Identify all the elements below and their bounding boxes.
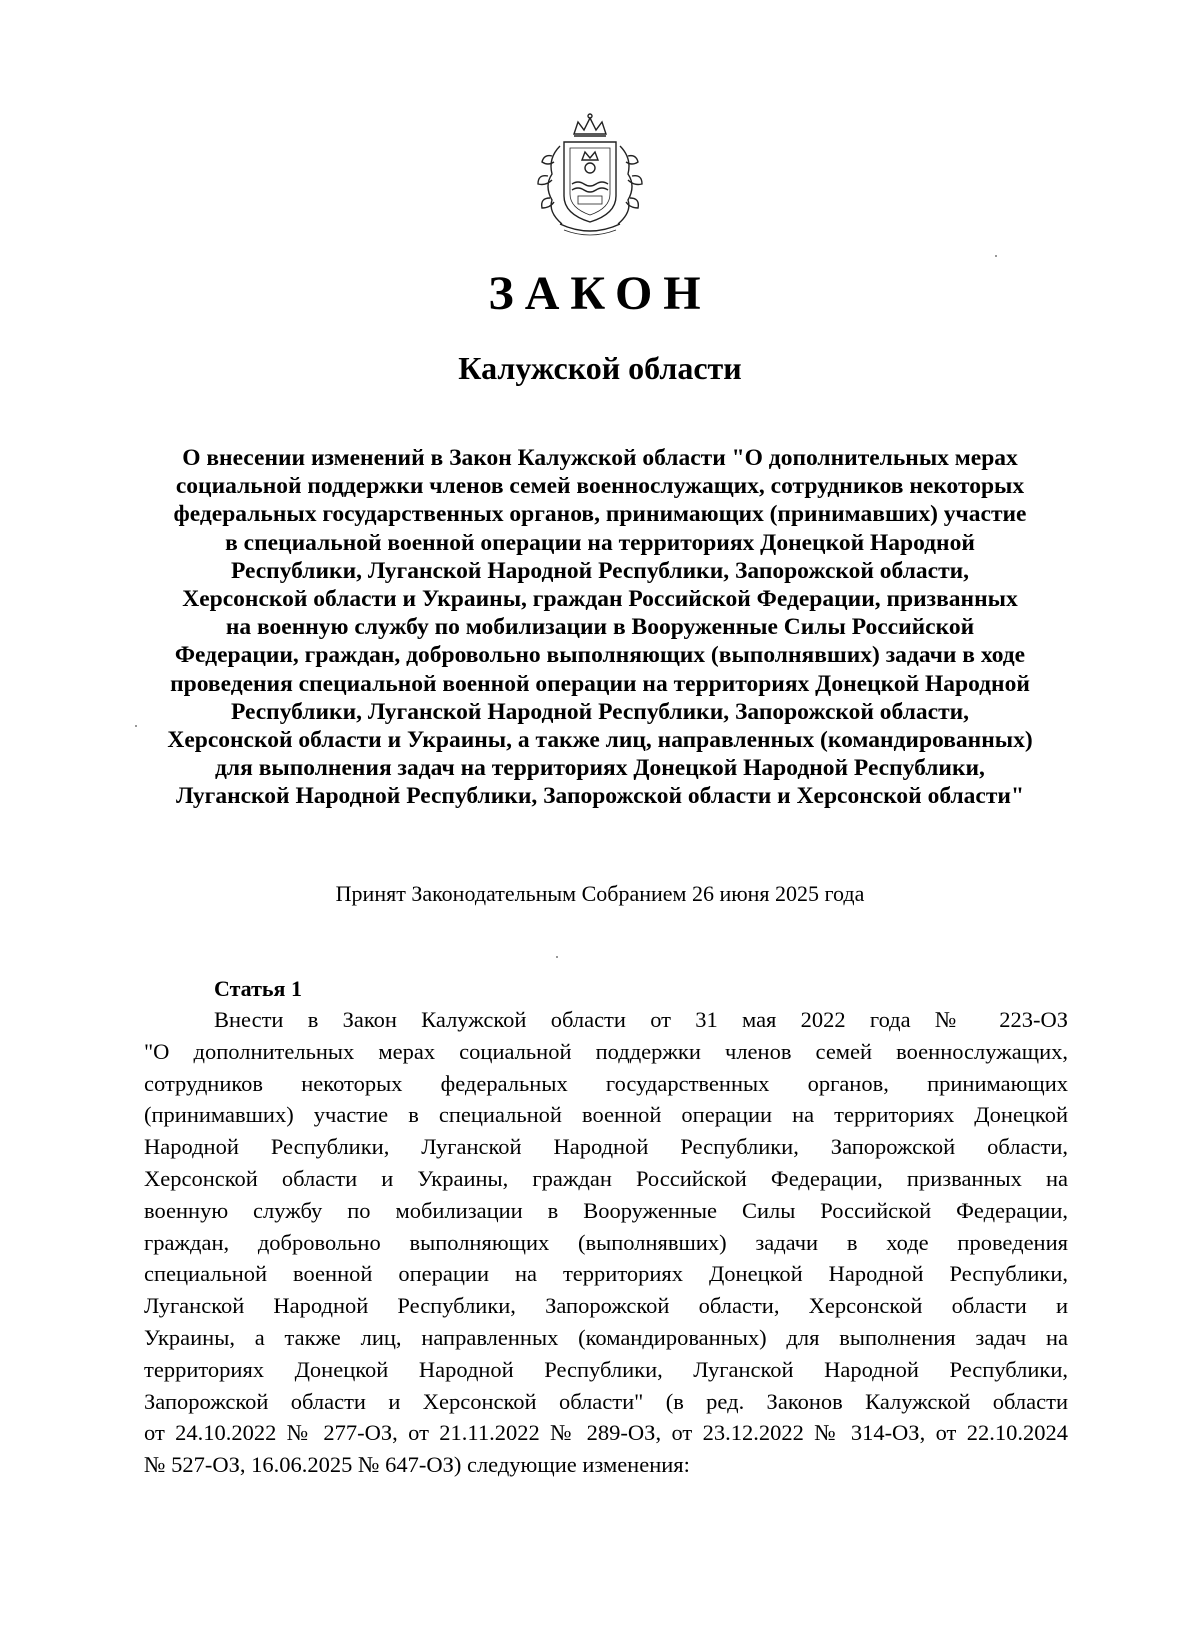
law-name-line: на военную службу по мобилизации в Вооруженные Силы Российской [225, 614, 975, 641]
article-body-line: от 24.10.2022 № 277-ОЗ, от 21.11.2022 № 289-ОЗ, от 23.12.2022 № 314-ОЗ, от 22.10.2024 [144, 1420, 1068, 1446]
article-body-line: № 527-ОЗ, 16.06.2025 № 647-ОЗ) следующие изменения: [144, 1452, 690, 1478]
article-body-line: территориях Донецкой Народной Республики, Луганской Народной Республики, [144, 1356, 1068, 1382]
coat-of-arms-emblem [530, 112, 650, 240]
scan-speck [556, 956, 558, 958]
law-name-line: федеральных государственных органов, принимающих (принимавших) участие [173, 501, 1027, 528]
article-body-line: военную службу по мобилизации в Вооруженные Силы Российской Федерации, [144, 1197, 1068, 1223]
law-name-line: социальной поддержки членов семей военнослужащих, сотрудников некоторых [175, 473, 1025, 500]
law-name-line: для выполнения задач на территориях Донецкой Народной Республики, [215, 755, 985, 782]
article-body-line: сотрудников некоторых федеральных государственных органов, принимающих [144, 1070, 1068, 1096]
adoption-date-line: Принят Законодательным Собранием 26 июня 2025 года [335, 881, 865, 906]
law-name-block [130, 444, 1070, 810]
article-body-line: Луганской Народной Республики, Запорожской области, Херсонской области и [144, 1293, 1068, 1319]
article-body [144, 1004, 1068, 1481]
document-subtitle: Калужской области [458, 350, 742, 386]
law-name-line: О внесении изменений в Закон Калужской области "О дополнительных мерах [182, 445, 1018, 471]
article-body-line: (принимавших) участие в специальной военной операции на территориях Донецкой [144, 1102, 1068, 1128]
law-name-line: Республики, Луганской Народной Республики, Запорожской области, [230, 557, 970, 584]
scan-speck [995, 255, 997, 257]
article-body-line: специальной военной операции на территориях Донецкой Народной Республики, [144, 1261, 1068, 1287]
article-body-line: Внести в Закон Калужской области от 31 мая 2022 года № 223-ОЗ [214, 1007, 1068, 1032]
article-body-line: Украины, а также лиц, направленных (командированных) для выполнения задач на [144, 1324, 1068, 1350]
scan-speck [135, 725, 137, 727]
law-name-line: проведения специальной военной операции на территориях Донецкой Народной [170, 670, 1030, 697]
article-body-line: граждан, добровольно выполняющих (выполнявших) задачи в ходе проведения [144, 1229, 1068, 1255]
article-body-line: "О дополнительных мерах социальной поддержки членов семей военнослужащих, [144, 1038, 1068, 1064]
article-body-line: Херсонской области и Украины, граждан Российской Федерации, призванных на [144, 1165, 1068, 1191]
law-name-line: Херсонской области и Украины, граждан Российской Федерации, призванных [182, 585, 1018, 612]
law-name-line: Федерации, граждан, добровольно выполняющих (выполнявших) задачи в ходе [174, 642, 1026, 669]
law-name-line: Луганской Народной Республики, Запорожской области и Херсонской области" [175, 783, 1024, 810]
law-name-line: Республики, Луганской Народной Республики, Запорожской области, [230, 698, 970, 725]
law-name-line: в специальной военной операции на территориях Донецкой Народной [225, 529, 975, 556]
article-heading: Статья 1 [214, 976, 302, 1001]
document-title: ЗАКОН [488, 267, 712, 320]
law-name-line: Херсонской области и Украины, а также лиц, направленных (командированных) [167, 726, 1033, 753]
article-body-line: Запорожской области и Херсонской области" (в ред. Законов Калужской области [144, 1388, 1068, 1414]
article-body-line: Народной Республики, Луганской Народной Республики, Запорожской области, [144, 1134, 1068, 1160]
